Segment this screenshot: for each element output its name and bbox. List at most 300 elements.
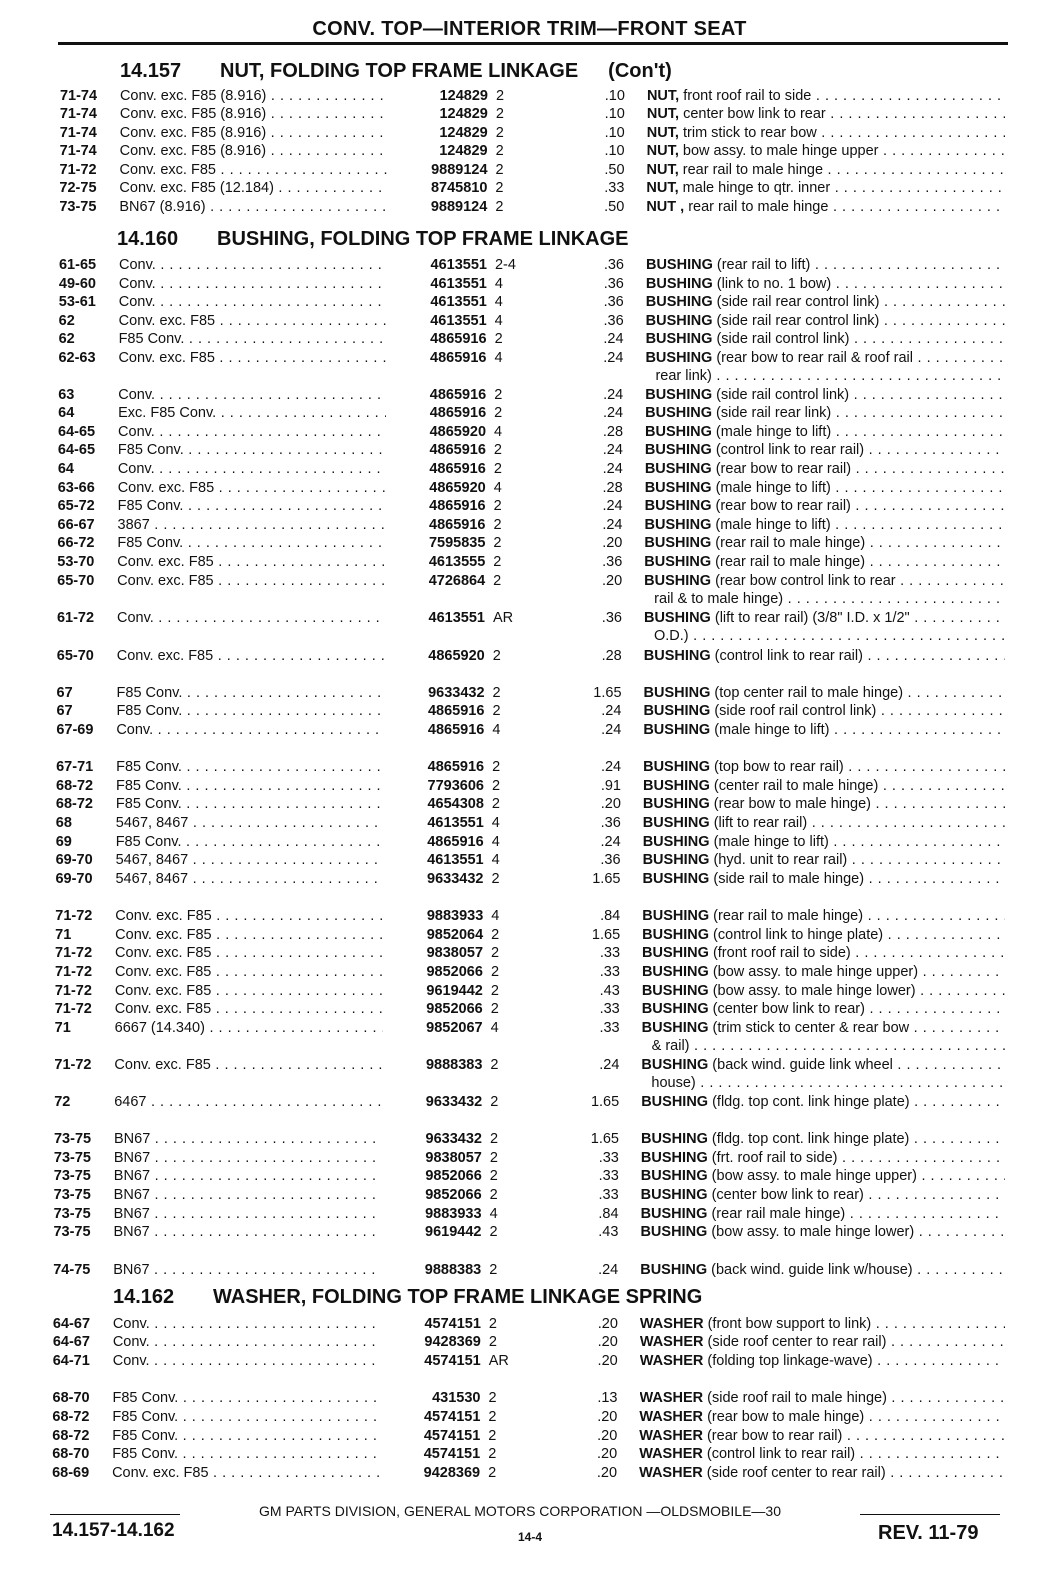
part-number: 4865916 — [429, 498, 486, 514]
table-row — [0, 1316, 1059, 1334]
part-name: WASHER — [639, 1409, 704, 1425]
list-price: .24 — [600, 834, 621, 850]
part-number: 4865916 — [430, 350, 487, 366]
part-name: BUSHING — [644, 535, 712, 551]
model-applicability: 5467, 8467 . . . — [115, 871, 383, 887]
part-detail: (rear rail to lift) — [712, 257, 811, 273]
model-years: 67-71 — [56, 759, 94, 775]
model-applicability: F85 Conv. . . . — [117, 685, 385, 701]
table-row — [0, 88, 1059, 106]
model-applicability: F85 Conv. . . . — [118, 498, 386, 514]
list-price: .24 — [603, 350, 624, 366]
part-name: BUSHING — [642, 927, 710, 943]
part-detail: (control link to hinge plate) — [709, 927, 884, 943]
model-years: 61-72 — [56, 610, 95, 626]
list-price: .20 — [597, 1409, 618, 1425]
list-price: .20 — [602, 573, 623, 589]
part-number: 4613551 — [427, 852, 484, 868]
model-years: 62 — [58, 331, 75, 347]
table-row — [0, 703, 1059, 721]
section-continued: (Con't) — [608, 60, 672, 82]
part-detail: (fldg. top cont. link hinge plate) — [708, 1094, 910, 1110]
quantity: 2 — [488, 1428, 497, 1444]
table-row — [0, 498, 1059, 516]
part-name: BUSHING — [645, 424, 712, 440]
model-applicability: Conv. . . . — [118, 461, 386, 477]
footer-group-range: 14.157-14.162 — [52, 1520, 175, 1541]
quantity: 2 — [489, 1187, 498, 1203]
table-row — [0, 199, 1059, 217]
model-applicability: Conv. exc. F85 . . . — [117, 554, 385, 570]
part-number: 4613551 — [430, 294, 487, 310]
part-name: BUSHING — [643, 648, 711, 664]
quantity: 2 — [495, 180, 504, 196]
table-row-continuation — [0, 368, 1059, 386]
part-description — [641, 1187, 1005, 1203]
part-description — [645, 461, 1005, 477]
part-number: 9428369 — [423, 1465, 481, 1481]
model-applicability: Conv. exc. F85 . . . — [118, 480, 386, 496]
model-applicability: Conv. . . . — [113, 1316, 381, 1332]
model-applicability: BN67 . . . — [113, 1224, 381, 1240]
model-applicability: F85 Conv. . . . — [116, 796, 384, 812]
quantity: 2 — [491, 945, 500, 961]
table-row — [0, 461, 1059, 479]
part-name: BUSHING — [640, 1150, 708, 1166]
part-detail: (back wind. guide link wheel — [708, 1057, 893, 1073]
table-row — [0, 257, 1059, 275]
quantity: 2 — [488, 1316, 497, 1332]
part-number: 4613555 — [428, 554, 486, 570]
list-price: .20 — [597, 1353, 618, 1369]
part-detail: (side rail rear control link) — [712, 313, 880, 329]
part-number: 4865916 — [427, 759, 485, 775]
model-years: 69-70 — [55, 871, 93, 887]
part-description — [642, 983, 1005, 999]
part-detail-continued: house) . . . — [651, 1075, 1005, 1091]
part-number: 124829 — [439, 125, 488, 141]
model-applicability: Conv. exc. F85 (8.916) . . . — [120, 143, 388, 159]
part-name: BUSHING — [645, 257, 713, 273]
model-applicability: 6467 . . . — [114, 1094, 382, 1110]
quantity: 4 — [491, 815, 500, 831]
quantity: 4 — [493, 480, 502, 496]
quantity: 4 — [494, 424, 503, 440]
table-row — [0, 387, 1059, 405]
part-name: WASHER — [639, 1316, 704, 1332]
footer-rule-right — [860, 1514, 1000, 1515]
part-name: BUSHING — [640, 1187, 708, 1203]
table-row — [0, 815, 1059, 833]
quantity: 2 — [493, 517, 502, 533]
part-description — [646, 331, 1005, 347]
table-row — [0, 162, 1059, 180]
model-years: 62 — [58, 313, 75, 329]
part-description — [644, 573, 1005, 589]
quantity: 2 — [495, 106, 504, 122]
table-row — [0, 535, 1059, 553]
part-name: BUSHING — [642, 945, 709, 961]
part-name: BUSHING — [644, 442, 712, 458]
part-description — [646, 199, 1005, 215]
footer-page-number: 14-4 — [517, 1530, 543, 1544]
table-row — [0, 125, 1059, 143]
part-description — [639, 1409, 1005, 1425]
model-years: 71 — [54, 1020, 71, 1036]
model-applicability: Conv. exc. F85 . . . — [120, 162, 388, 178]
part-number: 9852066 — [425, 1187, 482, 1203]
model-applicability: Conv. exc. F85 . . . — [115, 945, 383, 961]
quantity: 2 — [488, 1409, 497, 1425]
quantity: 2 — [495, 125, 504, 141]
part-detail: (back wind. guide link w/house) — [707, 1262, 913, 1278]
part-description — [641, 1131, 1005, 1147]
table-row — [0, 276, 1059, 294]
model-applicability: 5467, 8467 . . . — [116, 815, 384, 831]
part-number: 4613551 — [430, 257, 487, 273]
part-number: 4865916 — [427, 703, 485, 719]
list-price: .36 — [601, 610, 622, 626]
model-years: 53-70 — [57, 554, 95, 570]
table-row — [0, 1057, 1059, 1075]
part-name: WASHER — [639, 1428, 703, 1444]
part-description — [644, 535, 1005, 551]
section-name: WASHER, FOLDING TOP FRAME LINKAGE SPRING — [213, 1286, 703, 1308]
quantity: 4 — [494, 313, 503, 329]
part-description — [646, 257, 1005, 273]
table-row-continuation — [0, 1075, 1059, 1093]
model-years: 71-74 — [59, 106, 97, 122]
part-description — [639, 1465, 1005, 1481]
quantity: 2 — [492, 759, 501, 775]
part-description — [643, 834, 1005, 850]
part-detail-continued: O.D.) . . . — [654, 628, 1005, 644]
table-row — [0, 1353, 1059, 1371]
model-years: 67 — [56, 703, 73, 719]
part-description — [643, 778, 1005, 794]
part-description — [647, 106, 1005, 122]
part-number: 4574151 — [423, 1409, 481, 1425]
part-description — [642, 927, 1005, 943]
quantity: 2 — [495, 199, 504, 215]
part-number: 4574151 — [423, 1446, 481, 1462]
part-name: BUSHING — [640, 1206, 708, 1222]
part-name: BUSHING — [645, 294, 713, 310]
part-description — [644, 685, 1005, 701]
quantity: 2 — [492, 703, 501, 719]
list-price: .24 — [600, 759, 622, 775]
model-years: 72-75 — [59, 180, 97, 196]
quantity: 2 — [493, 554, 502, 570]
part-description — [642, 1020, 1005, 1036]
page-header-title: CONV. TOP—INTERIOR TRIM—FRONT SEAT — [312, 18, 747, 40]
model-years: 73-75 — [53, 1206, 91, 1222]
footer-rule-left — [50, 1514, 180, 1515]
part-number: 9852066 — [425, 1168, 482, 1184]
part-detail: (side roof center to rear rail) — [702, 1465, 886, 1481]
part-detail: (side rail rear link) — [712, 405, 832, 421]
part-description — [643, 852, 1005, 868]
table-row — [0, 180, 1059, 198]
quantity: 4 — [491, 852, 500, 868]
part-description — [641, 1094, 1005, 1110]
quantity: 2 — [492, 685, 501, 701]
model-years: 69 — [55, 834, 72, 850]
part-number: 431530 — [432, 1390, 481, 1406]
table-row — [0, 331, 1059, 349]
part-description — [645, 480, 1005, 496]
table-row — [0, 106, 1059, 124]
model-years: 73-75 — [59, 199, 97, 215]
part-description — [645, 387, 1005, 403]
part-name: BUSHING — [643, 759, 710, 775]
part-detail: (bow assy. to male hinge upper) — [708, 964, 919, 980]
part-detail: trim stick to rear bow — [678, 125, 817, 141]
part-number: 124829 — [439, 88, 488, 104]
part-detail: (male hinge to lift) — [711, 480, 831, 496]
model-applicability: F85 Conv. . . . — [112, 1446, 380, 1462]
part-name: BUSHING — [643, 610, 711, 626]
part-name: BUSHING — [644, 517, 712, 533]
part-name: BUSHING — [641, 983, 709, 999]
part-description — [645, 424, 1005, 440]
part-name: WASHER — [639, 1390, 704, 1406]
list-price: 1.65 — [593, 685, 622, 701]
part-description — [642, 871, 1005, 887]
table-row — [0, 1224, 1059, 1242]
table-row — [0, 964, 1059, 982]
list-price: .28 — [601, 648, 622, 664]
part-detail: (fldg. top cont. link hinge plate) — [707, 1131, 910, 1147]
list-price: .24 — [602, 461, 623, 477]
part-name: BUSHING — [643, 685, 711, 701]
quantity: 2 — [493, 461, 502, 477]
model-years: 73-75 — [53, 1150, 91, 1166]
part-detail: (side roof rail control link) — [710, 703, 877, 719]
part-detail: (rear rail male hinge) — [707, 1206, 846, 1222]
model-years: 65-70 — [57, 573, 95, 589]
part-number: 4574151 — [424, 1353, 481, 1369]
model-applicability: F85 Conv. . . . — [117, 535, 385, 551]
model-applicability: Conv. exc. F85 . . . — [115, 983, 383, 999]
part-description — [643, 722, 1005, 738]
model-applicability: Conv. exc. F85 (12.184) . . . — [119, 180, 387, 196]
list-price: .28 — [602, 480, 623, 496]
part-number: 4865916 — [427, 834, 484, 850]
model-years: 68-72 — [56, 778, 94, 794]
model-applicability: Conv. exc. F85 . . . — [115, 908, 383, 924]
part-name: BUSHING — [643, 778, 710, 794]
part-detail: (male hinge to lift) — [709, 834, 829, 850]
part-number: 9888383 — [424, 1262, 482, 1278]
list-price: .20 — [602, 535, 623, 551]
model-years: 49-60 — [58, 276, 96, 292]
list-price: .24 — [602, 405, 624, 421]
part-name: BUSHING — [645, 276, 713, 292]
model-years: 71 — [55, 927, 72, 943]
list-price: .24 — [602, 517, 623, 533]
part-name: BUSHING — [642, 852, 710, 868]
table-row — [0, 1409, 1059, 1427]
part-detail: (center bow link to rear) — [708, 1001, 865, 1017]
part-name: NUT, — [646, 162, 679, 178]
part-detail: (bow assy. to male hinge lower) — [708, 983, 916, 999]
part-name: BUSHING — [641, 1094, 709, 1110]
model-applicability: F85 Conv. . . . — [112, 1428, 380, 1444]
part-number: 9633432 — [427, 871, 484, 887]
part-detail: (top center rail to male hinge) — [710, 685, 904, 701]
part-description — [640, 1224, 1005, 1240]
footer-revision: REV. 11-79 — [878, 1522, 979, 1544]
part-number: 9428369 — [424, 1334, 481, 1350]
model-applicability: Conv. exc. F85 . . . — [118, 350, 386, 366]
part-description — [640, 1262, 1005, 1278]
part-detail: (control link to rear rail) — [710, 648, 863, 664]
section-title — [117, 228, 629, 251]
part-description — [647, 88, 1005, 104]
part-description — [641, 1057, 1005, 1073]
part-name: BUSHING — [645, 331, 713, 347]
table-row-continuation — [0, 628, 1059, 646]
list-price: .10 — [604, 143, 625, 159]
table-row — [0, 1187, 1059, 1205]
section-number: 14.160 — [117, 228, 179, 250]
part-description — [645, 498, 1005, 514]
part-number: 4613551 — [430, 313, 487, 329]
part-number: 124829 — [439, 106, 488, 122]
part-description — [642, 964, 1005, 980]
list-price: .20 — [597, 1428, 618, 1444]
model-applicability: Conv. exc. F85 . . . — [115, 927, 383, 943]
part-detail: (rear bow to male hinge) — [709, 796, 871, 812]
list-price: .10 — [604, 106, 625, 122]
model-applicability: 3867 . . . — [118, 517, 386, 533]
list-price: .84 — [600, 908, 621, 924]
quantity: 2 — [495, 88, 505, 104]
quantity: 4 — [491, 908, 500, 924]
part-number: 9888383 — [425, 1057, 483, 1073]
part-number: 9619442 — [426, 983, 483, 999]
model-applicability: Conv. exc. F85 . . . — [115, 1001, 383, 1017]
part-description — [643, 796, 1005, 812]
quantity: 2 — [489, 1224, 498, 1240]
list-price: .20 — [597, 1334, 618, 1350]
model-applicability: Conv. . . . — [117, 610, 385, 626]
model-applicability: Conv. . . . — [113, 1334, 381, 1350]
model-years: 74-75 — [53, 1262, 91, 1278]
part-detail: (rear rail to male hinge) — [711, 554, 866, 570]
model-years: 68-72 — [52, 1428, 90, 1444]
part-number: 9852066 — [426, 1001, 483, 1017]
list-price: .36 — [603, 294, 624, 310]
part-description — [645, 350, 1005, 366]
model-applicability: BN67 . . . — [114, 1206, 382, 1222]
model-years: 64-67 — [52, 1316, 91, 1332]
table-row — [0, 405, 1059, 423]
model-years: 64-67 — [52, 1334, 90, 1350]
part-number: 4613551 — [430, 276, 487, 292]
list-price: .20 — [597, 1446, 618, 1462]
part-detail: (male hinge to lift) — [711, 517, 831, 533]
list-price: 1.65 — [590, 1094, 620, 1110]
part-detail: (hyd. unit to rear rail) — [709, 852, 848, 868]
quantity: 2 — [490, 964, 500, 980]
table-row — [0, 1001, 1059, 1019]
list-price: .36 — [603, 313, 624, 329]
part-detail: (top bow to rear rail) — [709, 759, 844, 775]
part-detail: (rear bow to male hinge) — [703, 1409, 865, 1425]
part-detail: (control link to rear rail) — [702, 1446, 856, 1462]
model-years: 71-72 — [59, 162, 97, 178]
model-applicability: Conv. . . . — [119, 294, 387, 310]
model-years: 65-70 — [56, 648, 94, 664]
table-row — [0, 1020, 1059, 1038]
quantity: 4 — [490, 1020, 499, 1036]
part-number: 9838057 — [425, 1150, 482, 1166]
part-name: NUT, — [646, 180, 679, 196]
part-name: BUSHING — [643, 703, 711, 719]
section-title — [120, 60, 672, 83]
part-detail: (rear bow to rear rail) — [711, 461, 852, 477]
list-price: .33 — [598, 1150, 619, 1166]
model-applicability: 6667 (14.340) . . . — [115, 1020, 383, 1036]
part-description — [643, 703, 1005, 719]
part-detail: (rear bow to rear rail) — [702, 1428, 843, 1444]
model-years: 71-72 — [54, 1057, 92, 1073]
part-number: 4865916 — [429, 461, 486, 477]
part-name: BUSHING — [644, 498, 712, 514]
part-number: 124829 — [439, 143, 488, 159]
model-years: 71-72 — [54, 1001, 92, 1017]
list-price: .24 — [603, 387, 624, 403]
quantity: 2 — [492, 778, 501, 794]
part-description — [646, 180, 1005, 196]
table-row — [0, 1390, 1059, 1408]
table-row — [0, 1094, 1059, 1112]
model-applicability: 5467, 8467 . . . — [116, 852, 384, 868]
quantity: 4 — [491, 834, 500, 850]
model-applicability: BN67 . . . — [114, 1131, 382, 1147]
part-number: 9883933 — [426, 908, 484, 924]
part-detail-continued: rail & to male hinge) . . . — [654, 591, 1005, 607]
part-detail: (frt. roof rail to side) — [707, 1150, 838, 1166]
part-number: 4865916 — [429, 405, 487, 421]
part-detail: (side roof center to rear rail) — [703, 1334, 887, 1350]
list-price: .36 — [603, 257, 624, 273]
model-years: 68-72 — [55, 796, 93, 812]
table-row — [0, 610, 1059, 628]
model-years: 66-67 — [57, 517, 95, 533]
part-description — [645, 442, 1005, 458]
part-detail: (side rail rear control link) — [712, 294, 880, 310]
model-applicability: F85 Conv. . . . — [118, 442, 386, 458]
part-name: BUSHING — [645, 405, 713, 421]
model-applicability: Conv. exc. F85 (8.916) . . . — [120, 125, 388, 141]
part-number: 9889124 — [431, 162, 488, 178]
table-row — [0, 927, 1059, 945]
model-years: 71-72 — [55, 945, 93, 961]
model-years: 68-70 — [52, 1446, 90, 1462]
part-number: 4865920 — [429, 424, 487, 440]
model-applicability: Conv. . . . — [113, 1353, 381, 1369]
part-name: BUSHING — [641, 1020, 709, 1036]
list-price: .84 — [598, 1206, 619, 1222]
part-description — [641, 1168, 1005, 1184]
quantity: AR — [488, 1353, 509, 1369]
table-row — [0, 1262, 1059, 1280]
part-description — [647, 162, 1005, 178]
part-detail: center bow link to rear — [679, 106, 826, 122]
